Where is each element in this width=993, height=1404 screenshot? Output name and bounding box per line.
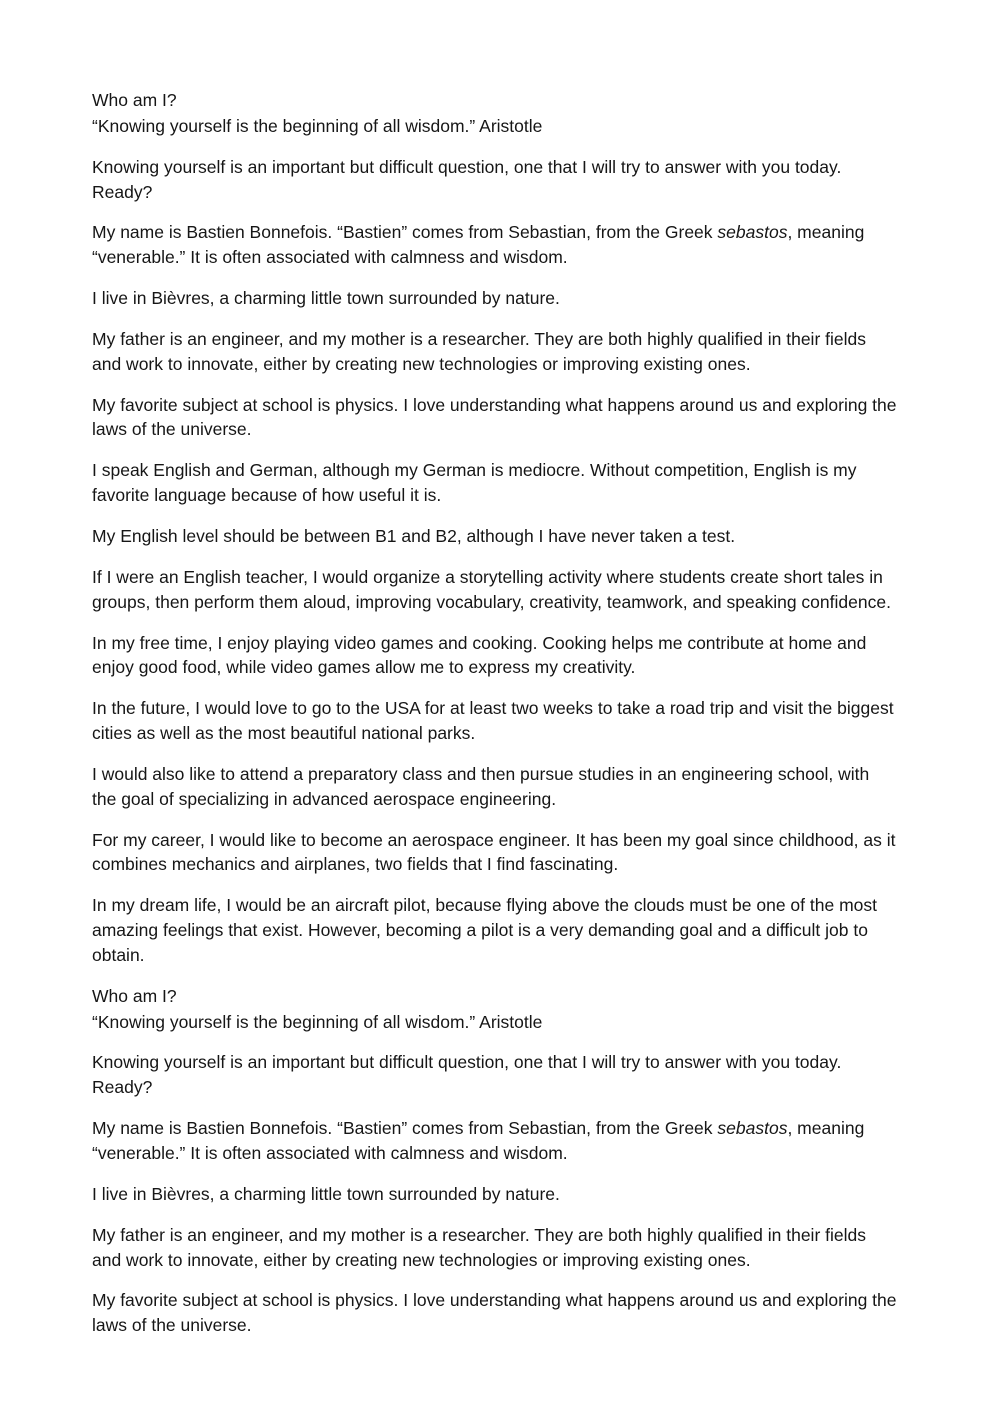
document-body: [92, 88, 897, 1338]
paragraph-career: For my career, I would like to become an aerospace engineer. It has been my goal since childhood, as it combines mechanics and airplanes, two fields that I find fascinating.: [92, 829, 896, 875]
name-origin-text-after-1: , meaning “venerable.” It is often associated with calmness and wisdom.: [92, 222, 865, 268]
paragraph-hometown-2: I live in Bièvres, a charming little town surrounded by nature.: [92, 1183, 560, 1204]
paragraph-intro-2: Knowing yourself is an important but difficult question, one that I will try to answer with you today. Ready?: [92, 1052, 842, 1098]
name-origin-text-before-1: My name is Bastien Bonnefois. “Bastien” comes from Sebastian, from the Greek: [92, 222, 718, 243]
paragraph-studies: I would also like to attend a preparatory class and then pursue studies in an engineering school, with the goal of specializing in advanced aerospace engineering.: [92, 763, 870, 809]
paragraph-name-origin-2: [92, 1116, 897, 1166]
paragraph-future-travel: In the future, I would love to go to the USA for at least two weeks to take a road trip and visit the biggest cities as well as the most beautiful national parks.: [92, 698, 894, 744]
paragraph-intro-1: Knowing yourself is an important but difficult question, one that I will try to answer with you today. Ready?: [92, 156, 842, 202]
paragraph-favorite-subject-2: My favorite subject at school is physics. I love understanding what happens around us and exploring the laws of the universe.: [92, 1290, 897, 1336]
name-origin-text-after-2: , meaning “venerable.” It is often associated with calmness and wisdom.: [92, 1118, 865, 1163]
paragraph-english-level: My English level should be between B1 and B2, although I have never taken a test.: [92, 525, 736, 546]
paragraph-parents-2: My father is an engineer, and my mother is a researcher. They are both highly qualified in their fields and work to innovate, either by creating new technologies or improving existing ones.: [92, 1224, 866, 1270]
paragraph-quote-aristotle-2: “Knowing yourself is the beginning of all wisdom.” Aristotle: [92, 1011, 543, 1032]
paragraph-free-time: In my free time, I enjoy playing video games and cooking. Cooking helps me contribute at home and enjoy good food, while video games allow me to express my creativity.: [92, 632, 867, 678]
paragraph-who-am-i-1: Who am I?: [92, 90, 177, 110]
paragraph-parents-1: My father is an engineer, and my mother is a researcher. They are both highly qualified in their fields and work to innovate, either by creating new technologies or improving existing ones.: [92, 328, 866, 374]
paragraph-quote-aristotle-1: “Knowing yourself is the beginning of all wisdom.” Aristotle: [92, 115, 543, 136]
paragraph-languages: I speak English and German, although my German is mediocre. Without competition, English is my favorite language because of how useful it is.: [92, 460, 857, 506]
paragraph-dream-life: In my dream life, I would be an aircraft pilot, because flying above the clouds must be one of the most amazing feelings that exist. However, becoming a pilot is a very demanding goal and a difficult job to obtain.: [92, 895, 878, 965]
paragraph-favorite-subject-1: My favorite subject at school is physics. I love understanding what happens around us and exploring the laws of the universe.: [92, 394, 897, 440]
name-origin-italic-1: sebastos: [717, 222, 788, 243]
paragraph-hometown-1: I live in Bièvres, a charming little town surrounded by nature.: [92, 288, 560, 309]
paragraph-name-origin-1: [92, 220, 897, 270]
paragraph-teacher-activity: If I were an English teacher, I would organize a storytelling activity where students create short tales in groups, then perform them aloud, improving vocabulary, creativity, teamwork, and speaking confidence.: [92, 566, 891, 612]
name-origin-italic-2: sebastos: [717, 1118, 788, 1139]
paragraph-who-am-i-2: Who am I?: [92, 985, 177, 1006]
name-origin-text-before-2: My name is Bastien Bonnefois. “Bastien” comes from Sebastian, from the Greek: [92, 1118, 718, 1139]
